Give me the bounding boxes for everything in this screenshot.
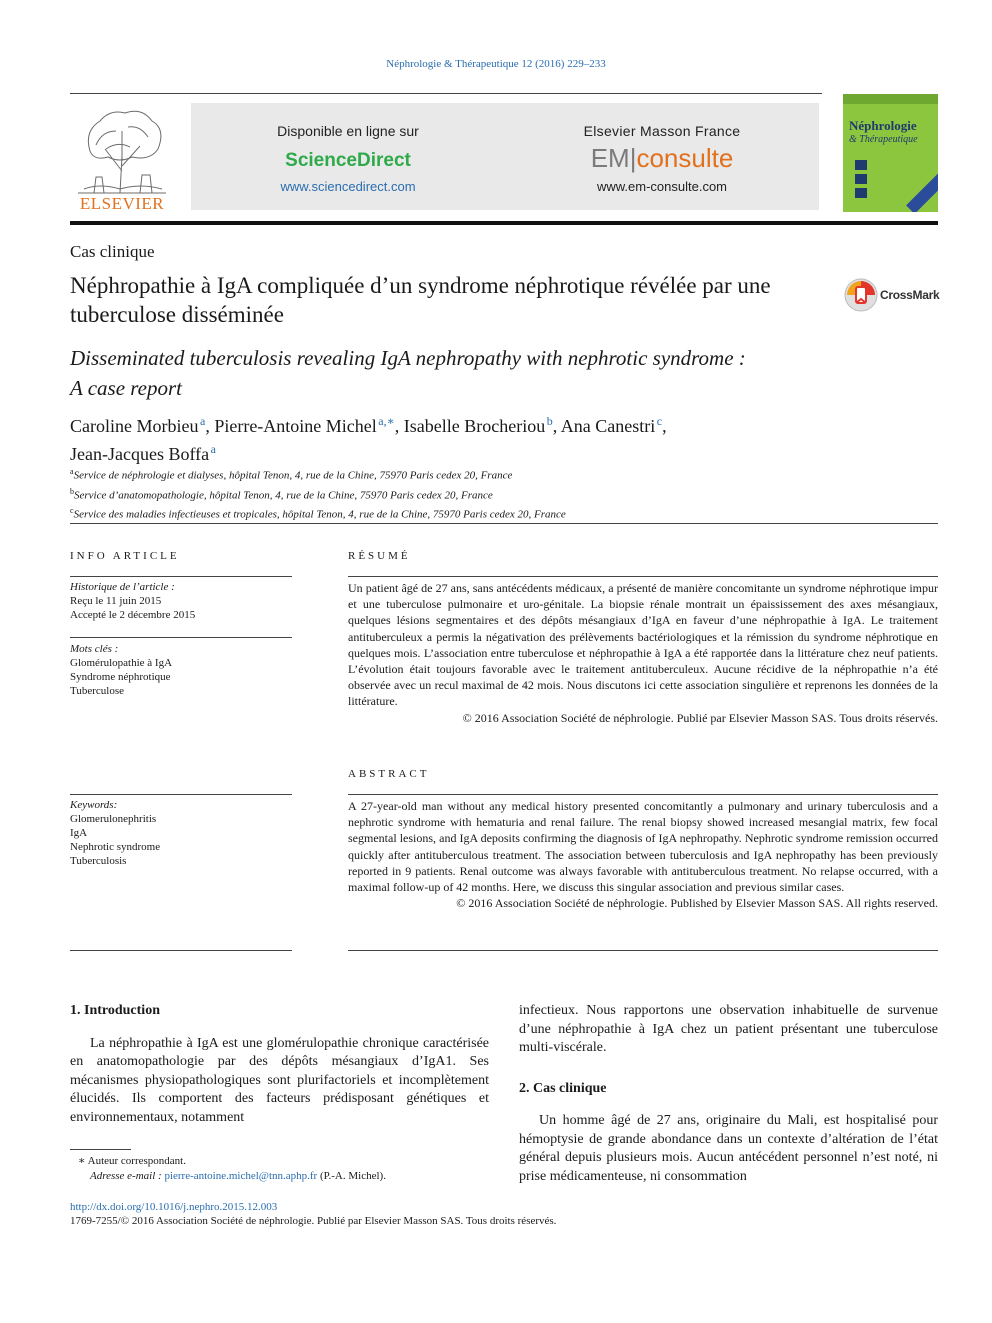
affiliation bbox=[70, 503, 940, 523]
title-block-rule bbox=[70, 523, 938, 524]
cover-icon-2 bbox=[855, 174, 867, 184]
affiliation-sup: a bbox=[70, 467, 74, 476]
resume-copyright: © 2016 Association Société de néphrologie. Publié par Elsevier Masson SAS. Tous droits réservés. bbox=[462, 710, 938, 725]
article-history bbox=[70, 580, 292, 622]
author-affil-sup[interactable]: a,∗ bbox=[378, 414, 395, 428]
info-rule bbox=[70, 794, 292, 795]
elsevier-wordmark: ELSEVIER bbox=[79, 194, 165, 213]
author-list: Caroline Morbieu $^a$, Pierre-Antoine Michel $^{a,∗}$, Isabelle Brocheriou $^b$, Ana Canestri $^c$, Jean-Jacques Boffa $^a$ bbox=[70, 414, 667, 464]
affiliation-sup: c bbox=[70, 506, 74, 516]
keywords-fr-label: Mots clés : bbox=[70, 643, 119, 655]
accepted-date: Accepté le 2 décembre 2015 bbox=[70, 609, 196, 621]
abstract-heading: ABSTRACT bbox=[348, 768, 430, 780]
journal-cover[interactable] bbox=[843, 94, 938, 212]
author-affil-sup[interactable]: b bbox=[546, 414, 553, 428]
abstract-text: A 27-year-old man without any medical history presented concomitantly a pulmonary and urinary tuberculosis and a nephrotic syndrome with hematuria and renal failure. The renal biopsy showed increased mesangial matrix, few focal segmental lesions, and IgA deposits confirming the diagnosis of IgA nephropathy. Nephrotic syndrome remission occurred quickly after antituberculous treatment. The association between tuberculosis and IgA nephropathy has been previously reported in 9 patients. Renal outcome was always favorable with antituberculous treatment. No relapse occurred, with a maximal follow-up of 42 months. Here, we discuss this singular association and previous similar cases. bbox=[348, 799, 938, 895]
resume-rule bbox=[348, 576, 938, 577]
affiliation-sup: b bbox=[70, 486, 74, 496]
abstract-end-rule bbox=[348, 950, 938, 951]
author-affil-sup[interactable]: a bbox=[210, 442, 216, 456]
cover-subtitle: & Thérapeutique bbox=[849, 134, 918, 145]
author-name[interactable]: Caroline Morbieu bbox=[70, 416, 199, 436]
section-heading-case: 2. Cas clinique bbox=[519, 1080, 607, 1096]
sciencedirect-link[interactable]: www.sciencedirect.com bbox=[280, 179, 416, 194]
sciencedirect-available-label: Disponible en ligne sur bbox=[277, 123, 419, 139]
corresponding-author-note: ∗ Auteur correspondant. bbox=[78, 1155, 186, 1167]
author-name[interactable]: Pierre-Antoine Michel bbox=[214, 416, 377, 436]
doi-link[interactable]: http://dx.doi.org/10.1016/j.nephro.2015.12.003 bbox=[70, 1201, 278, 1213]
resume-body bbox=[348, 580, 938, 726]
keyword: Tuberculosis bbox=[70, 855, 127, 867]
keywords-en bbox=[70, 798, 292, 868]
info-rule bbox=[70, 950, 292, 951]
crossmark-label[interactable]: CrossMark bbox=[880, 288, 940, 302]
email-suffix: (P.-A. Michel). bbox=[319, 1170, 386, 1182]
case-paragraph: Un homme âgé de 27 ans, originaire du Mali, est hospitalisé pour hémoptysie de grande abondance dans un contexte d’altération de l’état général depuis plusieurs mois. Aucun antécédent personnel n’est noté, ni prise médicamenteuse, ni consommation bbox=[519, 1113, 938, 1184]
section-heading-introduction: 1. Introduction bbox=[70, 1003, 160, 1018]
received-date: Reçu le 11 juin 2015 bbox=[70, 595, 162, 607]
article-title-fr: Néphropathie à IgA compliquée d’un syndrome néphrotique révélée par une tuberculose disséminée bbox=[70, 273, 771, 327]
cover-icon-3 bbox=[855, 188, 867, 198]
keywords-fr bbox=[70, 642, 292, 698]
info-rule bbox=[70, 576, 292, 577]
journal-reference[interactable]: Néphrologie & Thérapeutique 12 (2016) 229–233 bbox=[386, 58, 606, 70]
email-label: Adresse e-mail : bbox=[90, 1170, 162, 1182]
section-type: Cas clinique bbox=[70, 242, 155, 261]
consulte-logo-part: consulte bbox=[636, 143, 734, 173]
keyword: IgA bbox=[70, 827, 88, 839]
affiliation-text: Service des maladies infectieuses et tropicales, hôpital Tenon, 4, rue de la Chine, 75970 Paris cedex 20, France bbox=[73, 508, 566, 521]
publisher-label: Elsevier Masson France bbox=[583, 123, 741, 139]
cover-title: Néphrologie bbox=[849, 118, 917, 133]
issn-copyright: 1769-7255/© 2016 Association Société de néphrologie. Publié par Elsevier Masson SAS. Tous droits réservés. bbox=[70, 1215, 557, 1227]
author-name[interactable]: Isabelle Brocheriou bbox=[403, 416, 546, 436]
keyword: Glomerulonephritis bbox=[70, 813, 157, 825]
em-logo-part: EM bbox=[590, 143, 630, 173]
cover-corner-ribbon bbox=[906, 170, 938, 212]
keyword: Syndrome néphrotique bbox=[70, 671, 171, 683]
header-thick-rule bbox=[70, 221, 938, 225]
header-rule bbox=[70, 93, 822, 94]
keyword: Nephrotic syndrome bbox=[70, 841, 161, 853]
sciencedirect-logo[interactable]: ScienceDirect bbox=[285, 150, 411, 171]
info-article-heading: INFO ARTICLE bbox=[70, 550, 180, 562]
body-column-right bbox=[519, 1002, 938, 1186]
cover-top-band bbox=[843, 94, 938, 104]
author-affil-sup[interactable]: a bbox=[200, 414, 206, 428]
emconsulte-logo[interactable] bbox=[505, 143, 819, 174]
em-logo-divider: | bbox=[629, 143, 637, 173]
introduction-continued: infectieux. Nous rapportons une observation inhabituelle de survenue d’une néphropathie à IgA chez un patient présentant une tuberculose multi-viscérale. bbox=[519, 1003, 938, 1055]
info-rule bbox=[70, 637, 292, 638]
affiliation bbox=[70, 464, 940, 484]
footnote-rule bbox=[70, 1149, 131, 1150]
article-title-en bbox=[70, 343, 870, 403]
affiliation-text: Service d’anatomopathologie, hôpital Tenon, 4, rue de la Chine, 75970 Paris cedex 20, France bbox=[74, 489, 493, 502]
keyword: Glomérulopathie à IgA bbox=[70, 657, 173, 669]
emconsulte-link[interactable]: www.em-consulte.com bbox=[596, 179, 728, 194]
cover-icon-1 bbox=[855, 160, 867, 170]
keyword: Tuberculose bbox=[70, 685, 124, 697]
keywords-en-label: Keywords: bbox=[70, 799, 118, 811]
author-name[interactable]: Ana Canestri bbox=[560, 416, 656, 436]
resume-text: Un patient âgé de 27 ans, sans antécédents médicaux, a présenté de manière concomitante un syndrome néphrotique impur et une tuberculose pulmonaire et uro-génitale. La biopsie rénale montrait un épaississement des axes mésangiaux, quelques lésions segmentaires et des dépôts mésangiaux d’IgA en faveur d’une néphropathie à IgA. Le traitement antituberculeux a permis la négativation des prélèvements bactériologiques et la rémission du syndrome néphrotique en quelques mois. L’association entre tuberculose et néphropathie à IgA a été rapportée dans la littérature chez neuf patients. L’évolution était toujours favorable avec le traitement antituberculeux. Aucune récidive de la néphropathie n’a été observée avec un recul maximal de 42 mois. Nous discutons ici cette association singulière et reprenons les données de la littérature. bbox=[348, 581, 938, 709]
history-label: Historique de l’article : bbox=[70, 581, 175, 593]
author-affil-sup[interactable]: c bbox=[656, 414, 663, 428]
affiliations bbox=[70, 464, 940, 523]
author-name[interactable]: Jean-Jacques Boffa bbox=[70, 444, 210, 464]
crossmark-icon[interactable] bbox=[843, 277, 879, 313]
affiliation-text: Service de néphrologie et dialyses, hôpital Tenon, 4, rue de la Chine, 75970 Paris cedex 20, France bbox=[73, 469, 513, 482]
affiliation bbox=[70, 484, 940, 504]
body-column-left bbox=[70, 1002, 489, 1127]
email-line bbox=[90, 1168, 386, 1184]
abstract-copyright: © 2016 Association Société de néphrologie. Published by Elsevier Masson SAS. All rights reserved. bbox=[456, 896, 938, 911]
title-en-line-2: A case report bbox=[70, 376, 182, 400]
abstract-rule bbox=[348, 794, 938, 795]
resume-heading: RÉSUMÉ bbox=[348, 550, 411, 562]
introduction-paragraph: La néphropathie à IgA est une glomérulopathie chronique caractérisée en anatomopathologie par des dépôts mésangiaux d’IgA1. Ses mécanismes physiopathologiques sont plurifactoriels et incomplètement élucidés. Ils comportent des facteurs prédisposant génétiques et environnementaux, notamment bbox=[70, 1035, 489, 1125]
abstract-body bbox=[348, 798, 938, 911]
email-link[interactable]: pierre-antoine.michel@tnn.aphp.fr bbox=[164, 1170, 318, 1182]
title-en-line-1: Disseminated tuberculosis revealing IgA nephropathy with nephrotic syndrome : bbox=[70, 346, 746, 370]
